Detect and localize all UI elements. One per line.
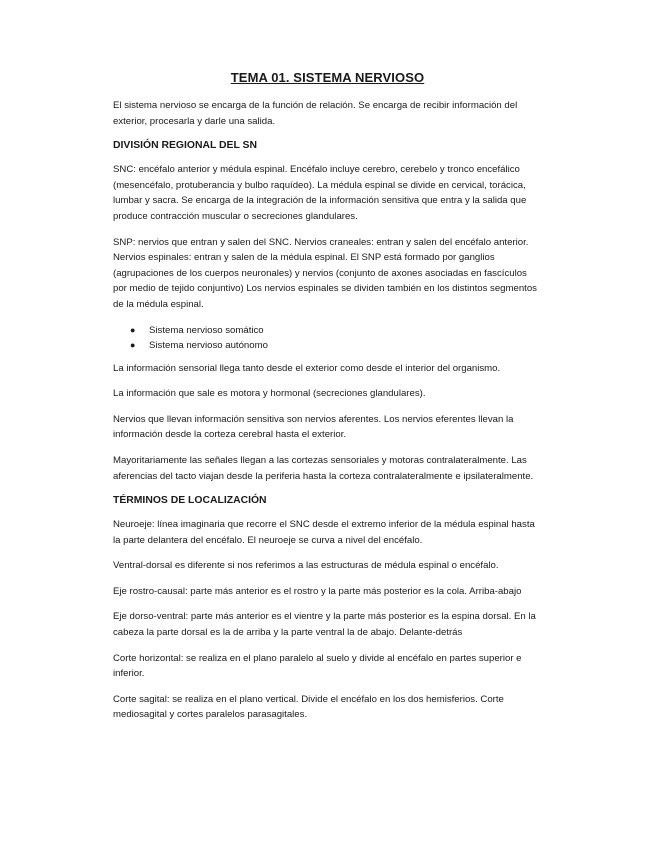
bullet-icon: ●: [130, 324, 136, 335]
page-title: TEMA 01. SISTEMA NERVIOSO: [230, 70, 425, 85]
horizontal-cut-paragraph: Corte horizontal: se realiza en el plano paralelo al suelo y divide al encéfalo en partes superior e inferior.: [113, 652, 522, 680]
list-item: [113, 338, 538, 353]
list-item-text: Sistema nervioso somático: [149, 324, 264, 336]
snp-paragraph: SNP: nervios que entran y salen del SNC. Nervios craneales: entran y salen del encéfalo anterior. Nervios espinales: entran y salen de la médula espinal. El SNP está formado por ganglios (agrupaciones de los cuerpos neuronales) y nervios (conjunto de axones asociadas en fascículos por medio de tejido conjuntivo) Los nervios espinales se dividen también en los distintos segmentos de la médula espinal.: [113, 236, 537, 310]
section-heading-division: DIVISIÓN REGIONAL DEL SN: [113, 140, 257, 152]
neuroeje-paragraph: Neuroeje: línea imaginaria que recorre el SNC desde el extremo inferior de la médula espinal hasta la parte delantera del encéfalo. El neuroeje se curva a nivel del encéfalo.: [113, 519, 535, 546]
afferent-paragraph: Nervios que llevan información sensitiva son nervios aferentes. Los nervios eferentes llevan la información desde la corteza cerebral hasta el exterior.: [113, 413, 514, 441]
section-heading-localization: TÉRMINOS DE LOCALIZACIÓN: [113, 495, 267, 507]
snc-paragraph: SNC: encéfalo anterior y médula espinal. Encéfalo incluye cerebro, cerebelo y tronco encefálico (mesencéfalo, protuberancia y bulbo raquídeo). La médula espinal se divide en cervical, torácica, lumbar y sacra. Se encarga de la integración de la información sensitiva que entra y la salida que produce contracción muscular o secreciones glandulares.: [113, 164, 527, 222]
ventral-dorsal-paragraph: Ventral-dorsal es diferente si nos referimos a las estructuras de médula espinal o encéfalo.: [113, 560, 499, 572]
sagittal-cut-paragraph: Corte sagital: se realiza en el plano vertical. Divide el encéfalo en los dos hemisferios. Corte mediosagital y cortes paralelos parasagitales.: [113, 693, 504, 721]
list-item: [113, 323, 538, 338]
document-body: [113, 98, 538, 733]
rostro-causal-paragraph: Eje rostro-causal: parte más anterior es el rostro y la parte más posterior es la cola. Arriba-abajo: [113, 585, 522, 597]
bullet-list: [113, 323, 538, 353]
intro-paragraph: El sistema nervioso se encarga de la función de relación. Se encarga de recibir información del exterior, procesarla y darle una salida.: [113, 100, 518, 127]
sensory-paragraph: La información sensorial llega tanto desde el exterior como desde el interior del organismo.: [113, 362, 501, 374]
dorso-ventral-paragraph: Eje dorso-ventral: parte más anterior es el vientre y la parte más posterior es la espina dorsal. En la cabeza la parte dorsal es la de arriba y la parte ventral la de abajo. Delante-detrás: [113, 611, 536, 639]
bullet-icon: ●: [130, 339, 136, 350]
contralateral-paragraph: Mayoritariamente las señales llegan a las cortezas sensoriales y motoras contralateralmente. Las aferencias del tacto viajan desde la periferia hasta la corteza contralateralmente e ipsilateralmente.: [113, 454, 534, 482]
list-item-text: Sistema nervioso autónomo: [149, 339, 268, 351]
output-paragraph: La información que sale es motora y hormonal (secreciones glandulares).: [113, 388, 426, 400]
